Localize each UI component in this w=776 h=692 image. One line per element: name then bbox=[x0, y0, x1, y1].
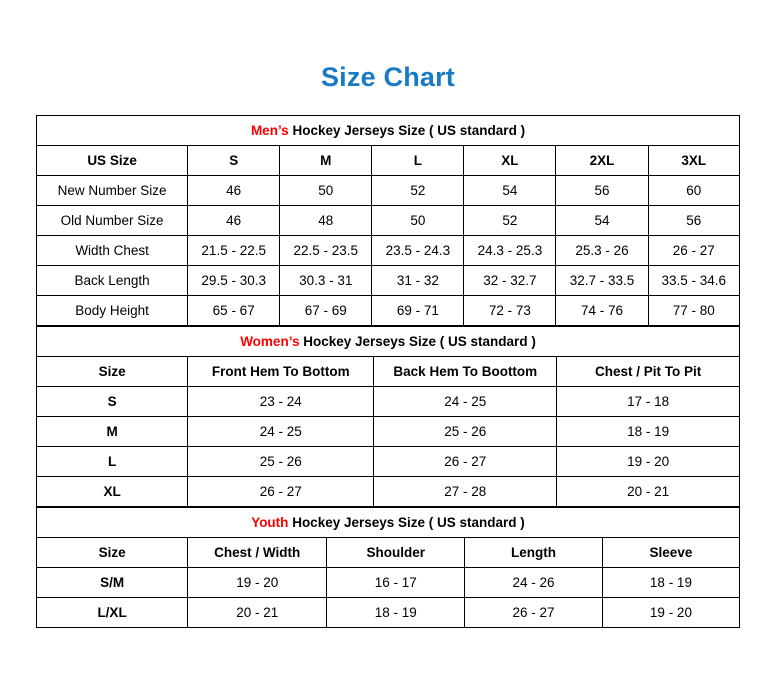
youth-header-cell-0: Size bbox=[37, 538, 188, 568]
womens-header-cell-0: Size bbox=[37, 357, 188, 387]
table-row bbox=[37, 417, 740, 447]
youth-header-cell-4: Sleeve bbox=[602, 538, 739, 568]
mens-row-0-cell-4: 56 bbox=[556, 176, 648, 206]
youth-row-0-label: S/M bbox=[37, 568, 188, 598]
mens-header-cell-1: S bbox=[188, 146, 280, 176]
table-row bbox=[37, 387, 740, 417]
womens-row-2-cell-0: 25 - 26 bbox=[188, 447, 374, 477]
womens-banner-accent: Women’s bbox=[240, 334, 300, 349]
mens-row-3-cell-1: 30.3 - 31 bbox=[280, 266, 372, 296]
mens-row-4-cell-4: 74 - 76 bbox=[556, 296, 648, 326]
mens-header-cell-5: 2XL bbox=[556, 146, 648, 176]
womens-row-1-label: M bbox=[37, 417, 188, 447]
youth-header-cell-2: Shoulder bbox=[327, 538, 465, 568]
mens-row-4-cell-5: 77 - 80 bbox=[648, 296, 739, 326]
youth-header-cell-3: Length bbox=[465, 538, 603, 568]
youth-row-0-cell-3: 18 - 19 bbox=[602, 568, 739, 598]
mens-row-0-cell-3: 54 bbox=[464, 176, 556, 206]
mens-row-3-cell-0: 29.5 - 30.3 bbox=[188, 266, 280, 296]
mens-row-1-cell-3: 52 bbox=[464, 206, 556, 236]
youth-row-0-cell-1: 16 - 17 bbox=[327, 568, 465, 598]
womens-row-2-cell-1: 26 - 27 bbox=[374, 447, 557, 477]
mens-banner bbox=[37, 116, 740, 146]
womens-row-0-cell-0: 23 - 24 bbox=[188, 387, 374, 417]
womens-row-3-cell-0: 26 - 27 bbox=[188, 477, 374, 507]
womens-row-0-cell-2: 17 - 18 bbox=[557, 387, 740, 417]
youth-banner-accent: Youth bbox=[251, 515, 289, 530]
mens-row-1-cell-2: 50 bbox=[372, 206, 464, 236]
mens-row-1-label: Old Number Size bbox=[37, 206, 188, 236]
mens-row-3-cell-5: 33.5 - 34.6 bbox=[648, 266, 739, 296]
womens-banner-rest: Hockey Jerseys Size ( US standard ) bbox=[299, 334, 536, 349]
mens-row-4-cell-3: 72 - 73 bbox=[464, 296, 556, 326]
womens-header-cell-3: Chest / Pit To Pit bbox=[557, 357, 740, 387]
youth-row-0-cell-2: 24 - 26 bbox=[465, 568, 603, 598]
mens-row-4-cell-2: 69 - 71 bbox=[372, 296, 464, 326]
mens-row-0-cell-1: 50 bbox=[280, 176, 372, 206]
womens-row-0-label: S bbox=[37, 387, 188, 417]
mens-row-1-cell-4: 54 bbox=[556, 206, 648, 236]
table-row bbox=[37, 447, 740, 477]
mens-row-3-cell-3: 32 - 32.7 bbox=[464, 266, 556, 296]
mens-header-cell-6: 3XL bbox=[648, 146, 739, 176]
mens-row-1-cell-0: 46 bbox=[188, 206, 280, 236]
womens-row-3-cell-1: 27 - 28 bbox=[374, 477, 557, 507]
table-row bbox=[37, 568, 740, 598]
mens-banner-rest: Hockey Jerseys Size ( US standard ) bbox=[288, 123, 526, 138]
table-banner-row bbox=[37, 327, 740, 357]
page-title: Size Chart bbox=[320, 62, 456, 92]
mens-row-2-cell-2: 23.5 - 24.3 bbox=[372, 236, 464, 266]
table-banner-row bbox=[37, 116, 740, 146]
womens-header-cell-2: Back Hem To Boottom bbox=[374, 357, 557, 387]
mens-header-cell-0: US Size bbox=[37, 146, 188, 176]
table-row bbox=[37, 477, 740, 507]
mens-row-2-cell-3: 24.3 - 25.3 bbox=[464, 236, 556, 266]
mens-row-2-cell-4: 25.3 - 26 bbox=[556, 236, 648, 266]
table-row bbox=[37, 598, 740, 628]
mens-row-2-cell-5: 26 - 27 bbox=[648, 236, 739, 266]
womens-row-0-cell-1: 24 - 25 bbox=[374, 387, 557, 417]
table-row bbox=[37, 296, 740, 326]
mens-row-3-label: Back Length bbox=[37, 266, 188, 296]
mens-size-table bbox=[36, 115, 740, 326]
youth-header-cell-1: Chest / Width bbox=[188, 538, 327, 568]
mens-row-4-label: Body Height bbox=[37, 296, 188, 326]
mens-row-2-label: Width Chest bbox=[37, 236, 188, 266]
mens-row-1-cell-1: 48 bbox=[280, 206, 372, 236]
youth-row-1-cell-0: 20 - 21 bbox=[188, 598, 327, 628]
youth-row-0-cell-0: 19 - 20 bbox=[188, 568, 327, 598]
womens-header-cell-1: Front Hem To Bottom bbox=[188, 357, 374, 387]
youth-row-1-label: L/XL bbox=[37, 598, 188, 628]
table-header-row bbox=[37, 538, 740, 568]
youth-row-1-cell-1: 18 - 19 bbox=[327, 598, 465, 628]
table-row bbox=[37, 176, 740, 206]
table-row bbox=[37, 236, 740, 266]
table-row bbox=[37, 266, 740, 296]
womens-row-1-cell-1: 25 - 26 bbox=[374, 417, 557, 447]
youth-row-1-cell-3: 19 - 20 bbox=[602, 598, 739, 628]
mens-row-0-cell-2: 52 bbox=[372, 176, 464, 206]
mens-row-0-cell-0: 46 bbox=[188, 176, 280, 206]
mens-row-1-cell-5: 56 bbox=[648, 206, 739, 236]
mens-banner-accent: Men’s bbox=[250, 123, 289, 138]
mens-row-0-cell-5: 60 bbox=[648, 176, 739, 206]
womens-row-2-label: L bbox=[37, 447, 188, 477]
mens-header-cell-4: XL bbox=[464, 146, 556, 176]
mens-row-0-label: New Number Size bbox=[37, 176, 188, 206]
womens-banner bbox=[37, 327, 740, 357]
mens-row-3-cell-4: 32.7 - 33.5 bbox=[556, 266, 648, 296]
mens-row-3-cell-2: 31 - 32 bbox=[372, 266, 464, 296]
mens-row-4-cell-0: 65 - 67 bbox=[188, 296, 280, 326]
mens-row-2-cell-0: 21.5 - 22.5 bbox=[188, 236, 280, 266]
mens-row-4-cell-1: 67 - 69 bbox=[280, 296, 372, 326]
youth-row-1-cell-2: 26 - 27 bbox=[465, 598, 603, 628]
mens-row-2-cell-1: 22.5 - 23.5 bbox=[280, 236, 372, 266]
womens-row-2-cell-2: 19 - 20 bbox=[557, 447, 740, 477]
size-chart-tables bbox=[36, 115, 740, 628]
mens-header-cell-3: L bbox=[372, 146, 464, 176]
womens-size-table bbox=[36, 326, 740, 507]
table-header-row bbox=[37, 146, 740, 176]
womens-row-1-cell-0: 24 - 25 bbox=[188, 417, 374, 447]
womens-row-1-cell-2: 18 - 19 bbox=[557, 417, 740, 447]
table-banner-row bbox=[37, 508, 740, 538]
womens-row-3-label: XL bbox=[37, 477, 188, 507]
table-header-row bbox=[37, 357, 740, 387]
mens-header-cell-2: M bbox=[280, 146, 372, 176]
table-row bbox=[37, 206, 740, 236]
womens-row-3-cell-2: 20 - 21 bbox=[557, 477, 740, 507]
youth-banner bbox=[37, 508, 740, 538]
youth-banner-rest: Hockey Jerseys Size ( US standard ) bbox=[288, 515, 525, 530]
youth-size-table bbox=[36, 507, 740, 628]
